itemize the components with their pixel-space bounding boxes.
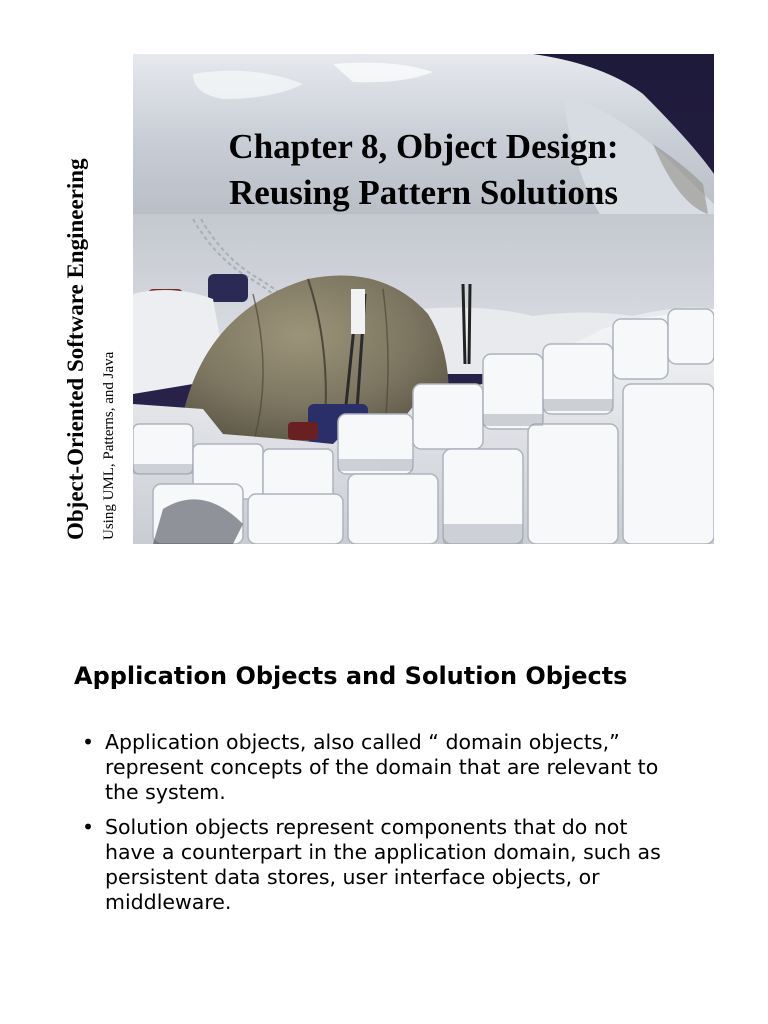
book-subtitle: Using UML, Patterns, and Java: [101, 351, 117, 540]
bullet-list: [82, 730, 682, 925]
chapter-title: [133, 124, 714, 216]
chapter-title-line2: Reusing Pattern Solutions: [229, 173, 618, 212]
bullet-icon: •: [82, 815, 95, 839]
bullet-item: [82, 730, 682, 805]
bullet-item: [82, 815, 682, 915]
bullet-text: Application objects, also called “ domain objects,” represent concepts of the domain that are relevant to the system.: [105, 730, 659, 804]
bullet-text: Solution objects represent components that do not have a counterpart in the application domain, such as persistent data stores, user interface objects, or middleware.: [105, 815, 661, 914]
book-title-block: [62, 85, 132, 540]
slide-heading: Application Objects and Solution Objects: [74, 662, 628, 690]
chapter-title-line1: Chapter 8, Object Design:: [228, 127, 619, 166]
bullet-icon: •: [82, 730, 95, 754]
book-title: Object-Oriented Software Engineering: [63, 158, 88, 540]
content-slide: [0, 600, 768, 1024]
